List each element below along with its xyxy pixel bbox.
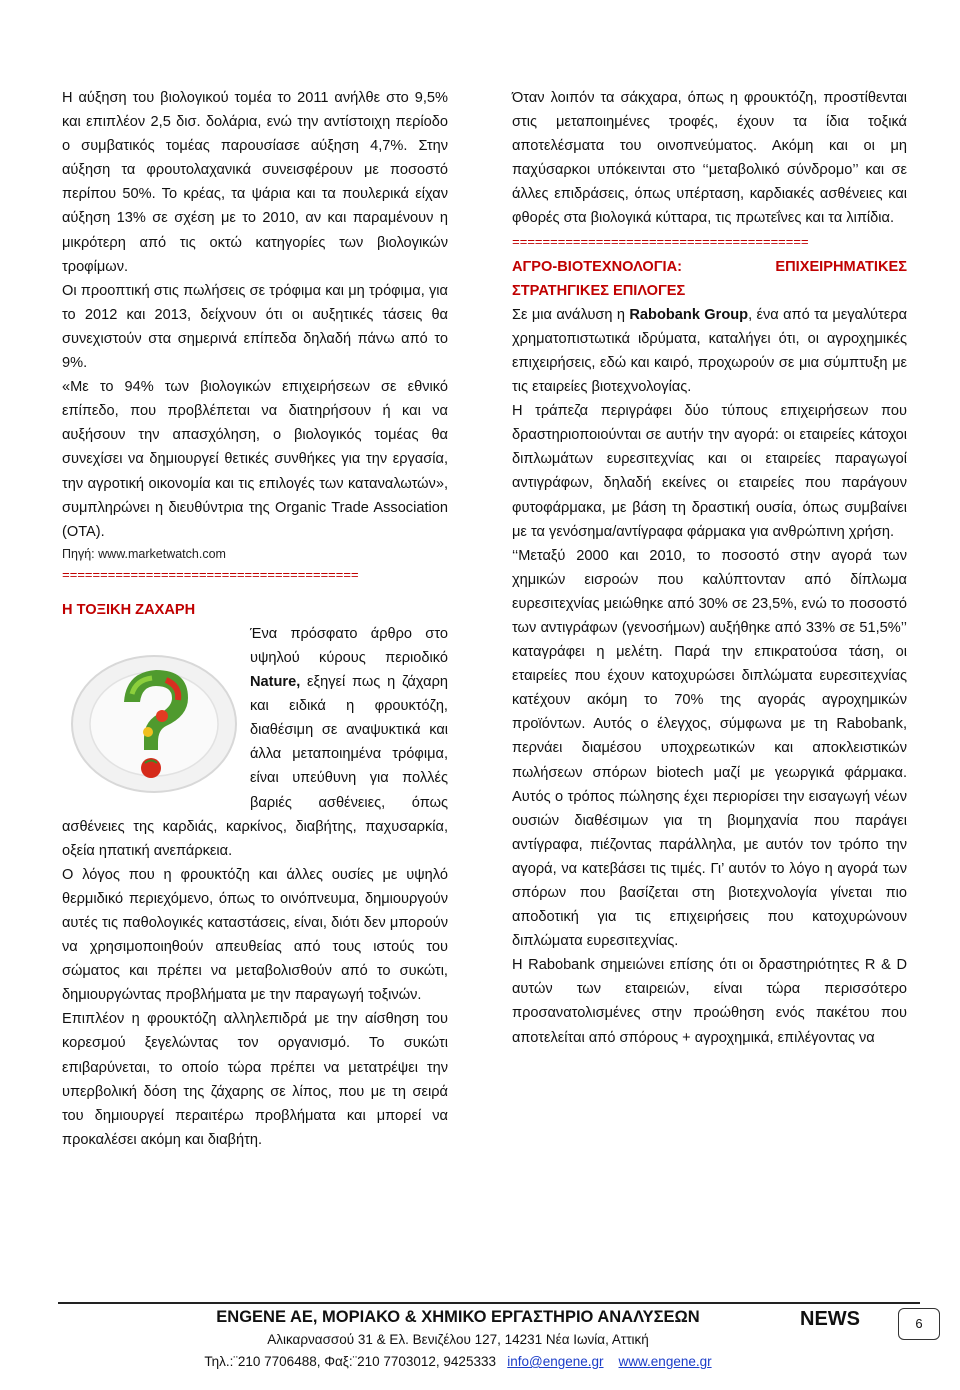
rabobank-group-name: Rabobank Group bbox=[629, 306, 749, 323]
nature-journal-name: Nature, bbox=[250, 674, 301, 691]
source-line bbox=[62, 544, 448, 564]
heading-part-1: ΑΓΡΟ-ΒΙΟΤΕΧΝΟΛΟΓΙΑ: bbox=[512, 258, 683, 275]
page-number: 6 bbox=[898, 1308, 940, 1340]
left-column bbox=[62, 86, 448, 1152]
heading-part-2: ΕΠΙΧΕΙΡΗΜΑΤΙΚΕΣ bbox=[775, 258, 907, 275]
paragraph-market-share: ‘‘Μεταξύ 2000 και 2010, το ποσοστό στην αγορά των χημικών εισροών που καλύπτονταν από δίπλωμα ευρεσιτεχνίας μειώθηκε από 30% σε 23,5%, ενώ το ποσοστό των αντιγράφων (γενοσήμων) αυξήθηκε από 33% σε 51,5%’’ καταγράφει η μελέτη. Παρά την επικρατούσα τάση, οι εταιρείες που έχουν κατοχυρώσει διπλώματα ευρεσιτεχνίας κατέχουν ακόμη το 70% της αγοράς αγροχημικών προϊόντων. Αυτός ο έλεγχος, σύμφωνα με τη Rabobank, περνάει διαμέσου υποχρεωτικών και αποκλειστικών πωλήσεων σπόρων biotech μαζί με γεωργικά φάρμακα. Αυτός ο τρόπος πώλησης έχει περιορίσει την εισαγωγή νέων ουσιών διαθέσιμων για τη βιομηχανία που παράγει αντίγραφα, πιέζοντας παράλληλα, με αυτόν τον τρόπο την αγορά, να κατεβάσει τις τιμές. Γι’ αυτόν το λόγο η αγορά των σπόρων που βασίζεται στη βιοτεχνολογία γίνεται πιο αποδοτική για τις επιχειρήσεις που κατοχυρώνουν διπλώματα ευρεσιτεχνίας. bbox=[512, 547, 907, 950]
footer-email-link[interactable]: info@engene.gr bbox=[507, 1354, 604, 1369]
paragraph-sugars-toxic: Όταν λοιπόν τα σάκχαρα, όπως η φρουκτόζη, προστίθενται στις μεταποιημένες τροφές, έχουν τα ίδια τοξικά αποτελέσματα του οινοπνεύματος. Ακόμη και οι μη παχύσαρκοι υπόκεινται στο ‘‘μεταβολικό σύνδρομο’’ και σε άλλες επιδράσεις, όπως υπέρταση, καρδιακές ασθένειες και φθορές στα βιολογικά κύτταρα, τις πρωτεΐνες και τα λιπίδια. bbox=[512, 90, 907, 227]
toxic-sugar-heading: Η ΤΟΞΙΚΗ ΖΑΧΑΡΗ bbox=[62, 601, 196, 618]
salad-question-mark-image bbox=[62, 650, 242, 796]
agrobiotech-heading bbox=[512, 255, 907, 279]
footer-company-name: ENGENE AE, ΜΟΡΙΑΚΟ & ΧΗΜΙΚΟ ΕΡΓΑΣΤΗΡΙΟ ΑΝΑΛΥΣΕΩΝ bbox=[216, 1308, 700, 1326]
nature-intro-text: Ένα πρόσφατο άρθρο στο υψηλού κύρους περιοδικό bbox=[250, 625, 448, 666]
paragraph-sales-outlook: Οι προοπτική στις πωλήσεις σε τρόφιμα και μη τρόφιμα, για το 2012 και 2013, δείχνουν ότι οι αυξητικές τάσεις θα συνεχιστούν στα σημερινά επίπεδα δηλαδή πάνω από το 9%. bbox=[62, 282, 448, 372]
footer-contact bbox=[58, 1354, 858, 1369]
heading-line-2: ΣΤΡΑΤΗΓΙΚΕΣ ΕΠΙΛΟΓΕΣ bbox=[512, 282, 686, 299]
paragraph-business-types: Η τράπεζα περιγράφει δύο τύπους επιχειρήσεων που δραστηριοποιούνται σε αυτήν την αγορά: οι εταιρείες κάτοχοι διπλωμάτων ευρεσιτεχνίας και οι εταιρείες παραγωγοί αντιγράφων, δηλαδή εκείνες οι εταιρείες που παράγουν φυτοφάρμακα, με βάση τη δραστική ουσία, όπως συμβαίνει με τα γενόσημα/αντίγραφα φάρμακα για ανθρώπινη χρήση. bbox=[512, 403, 907, 540]
right-column bbox=[512, 86, 907, 1050]
rabobank-rest: , ένα από τα μεγαλύτερα χρηματοπιστωτικά ιδρύματα, καταλήγει ότι, οι αγροχημικές επιχειρήσεις, εδώ και καιρό, προχωρούν σε μια σύμπτυξη με τις εταιρείες βιοτεχνολογίας. bbox=[512, 306, 908, 396]
paragraph-fructose-satiety: Επιπλέον η φρουκτόζη αλληλεπιδρά με την αίσθηση του κορεσμού ξεγελώντας τον οργανισμό. Το συκώτι επιβαρύνεται, το οποίο τώρα πρέπει να μετατρέψει την υπερβολική δόση της ζάχαρης σε λίπος, που με τη σειρά του δημιουργεί περαιτέρω προβλήματα και μπορεί να προκαλέσει ακόμη και διαβήτη. bbox=[62, 1011, 448, 1148]
paragraph-organic-growth: Η αύξηση του βιολογικού τομέα το 2011 ανήλθε στο 9,5% και επιπλέον 2,5 δισ. δολάρια, ενώ την αντίστοιχη περίοδο ο συμβατικός τομέας παρουσίασε αύξηση 4,7%. Στην αύξηση τα φρουτολαχανικά συνεισφέρουν με ποσοστό περίπου 50%. Το κρέας, τα ψάρια και τα πουλερικά είχαν αύξηση 13% σε σχέση με το 2010, αν και παραμένουν η μικρότερη από τις οκτώ κατηγορίες των βιολογικών τροφίμων. bbox=[62, 90, 448, 275]
rabobank-intro: Σε μια ανάλυση η bbox=[512, 306, 630, 323]
paragraph-ota-quote: «Με το 94% των βιολογικών επιχειρήσεων σε εθνικό επίπεδο, που προβλέπεται να διατηρήσουν ή και να αυξήσουν την απασχόληση, ο βιολογικός τομέας θα συνεχίσει να δημιουργεί θετικές συνθήκες για την εργασία, την αγροτική οικονομία και τις επιλογές των καταναλωτών», συμπληρώνει η διευθύντρια της Organic Trade Association (ΟΤΑ). bbox=[62, 379, 448, 540]
source-label: Πηγή: bbox=[62, 546, 99, 561]
paragraph-nature-article bbox=[62, 622, 448, 863]
footer-website-link[interactable]: www.engene.gr bbox=[618, 1354, 712, 1369]
footer-phones: Τηλ.:¨210 7706488, Φαξ:¨210 7703012, 9425333 bbox=[204, 1354, 496, 1369]
footer-rule bbox=[58, 1302, 920, 1304]
paragraph-fructose-reason: Ο λόγος που η φρουκτόζη και άλλες ουσίες με υψηλό θερμιδικό περιεχόμενο, όπως το οινόπνευμα, δημιουργούν αυτές τις παθολογικές καταστάσεις, είναι, διότι δεν μπορούν να χρησιμοποιηθούν απευθείας από τους ιστούς του σώματος και πρέπει να μεταβολισθούν από το συκώτι, δημιουργώντας προβλήματα με την παραγωγή τοξινών. bbox=[62, 866, 448, 1004]
paragraph-rabobank-analysis bbox=[512, 303, 907, 399]
footer-address: Αλικαρνασσού 31 & Ελ. Βενιζέλου 127, 14231 Νέα Ιωνία, Αττική bbox=[267, 1332, 649, 1347]
footer-news-label: NEWS bbox=[800, 1308, 860, 1330]
section-divider-right: ======================================= bbox=[512, 234, 809, 250]
paragraph-rnd-activities: Η Rabobank σημειώνει επίσης ότι οι δραστηριότητες R & D αυτών των εταιρειών, είναι τώρα περισσότερο προσανατολισμένες στην προώθηση ενός πακέτου που αποτελείται από σπόρους + αγροχημικά, επιλέγοντας να bbox=[512, 957, 907, 1046]
source-value: www.marketwatch.com bbox=[98, 546, 226, 561]
nature-rest-text: εξηγεί πως η ζάχαρη και ειδικά η φρουκτόζη, διαθέσιμη σε αναψυκτικά και άλλα μεταποιημένα τρόφιμα, είναι υπεύθυνη για πολλές βαριές ασθένειες, όπως ασθένειες της καρδιάς, καρκίνος, διαβήτης, παχυσαρκία, οξεία ηπατική ανεπάρκεια. bbox=[62, 674, 448, 859]
section-divider: ======================================= bbox=[62, 567, 359, 583]
